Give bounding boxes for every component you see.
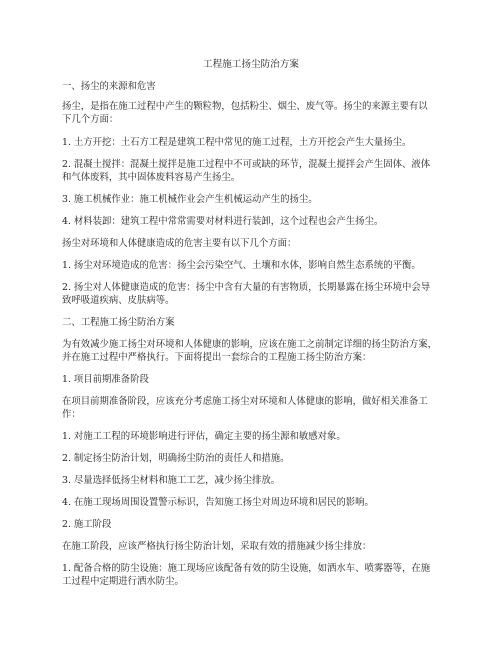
list-item: 4. 材料装卸：建筑工程中常常需要对材料进行装卸，这个过程也会产生扬尘。 (62, 216, 384, 227)
list-item: 2. 混凝土搅拌：混凝土搅拌是施工过程中不可或缺的环节，混凝土搅拌会产生固体、液体 (62, 159, 431, 170)
paragraph-line: 下几个方面： (62, 114, 119, 125)
list-item: 1. 对施工工程的环境影响进行评估，确定主要的扬尘源和敏感对象。 (62, 431, 346, 442)
heading-section-2: 二、工程施工扬尘防治方案 (62, 317, 175, 328)
paragraph-line: 在项目前期准备阶段，应该充分考虑施工扬尘对环境和人体健康的影响，做好相关准备工 (62, 396, 428, 407)
subheading: 2. 施工阶段 (62, 519, 112, 530)
paragraph-line: 扬尘，是指在施工过程中产生的颗粒物，包括粉尘、烟尘、废气等。扬尘的来源主要有以 (62, 101, 428, 112)
paragraph-line: 为有效减少施工扬尘对环境和人体健康的影响，应该在施工之前制定详细的扬尘防治方案， (62, 339, 438, 350)
list-item-continued: 和气体废料，其中固体废料容易产生扬尘。 (62, 172, 241, 183)
subheading: 1. 项目前期准备阶段 (62, 374, 149, 385)
list-item-continued: 工过程中定期进行洒水防尘。 (62, 576, 184, 587)
paragraph-line: 扬尘对环境和人体健康造成的危害主要有以下几个方面： (62, 238, 297, 249)
list-item: 1. 配备合格的防尘设施：施工现场应该配备有效的防尘设施，如洒水车、喷雾器等，在施 (62, 563, 431, 574)
paragraph-line: 并在施工过程中严格执行。下面将提出一套综合的工程施工扬尘防治方案： (62, 352, 372, 363)
list-item: 3. 施工机械作业：施工机械作业会产生机械运动产生的扬尘。 (62, 194, 318, 205)
list-item: 2. 扬尘对人体健康造成的危害：扬尘中含有大量的有害物质，长期暴露在扬尘环境中会导 (62, 282, 431, 293)
list-item: 2. 制定扬尘防治计划，明确扬尘防治的责任人和措施。 (62, 453, 290, 464)
list-item-continued: 致呼吸道疾病、皮肤病等。 (62, 295, 175, 306)
document-title: 工程施工扬尘防治方案 (203, 59, 299, 70)
list-item: 1. 扬尘对环境造成的危害：扬尘会污染空气、土壤和水体，影响自然生态系统的平衡。 (62, 260, 421, 271)
list-item: 4. 在施工现场周围设置警示标识，告知施工扬尘对周边环境和居民的影响。 (62, 497, 374, 508)
list-item: 3. 尽量选择低扬尘材料和施工工艺，减少扬尘排放。 (62, 475, 281, 486)
paragraph-line: 作： (62, 409, 81, 420)
list-item: 1. 土方开挖：土石方工程是建筑工程中常见的施工过程，土方开挖会产生大量扬尘。 (62, 137, 412, 148)
heading-section-1: 一、扬尘的来源和危害 (62, 81, 156, 92)
paragraph-line: 在施工阶段，应该严格执行扬尘防治计划，采取有效的措施减少扬尘排放： (62, 541, 372, 552)
